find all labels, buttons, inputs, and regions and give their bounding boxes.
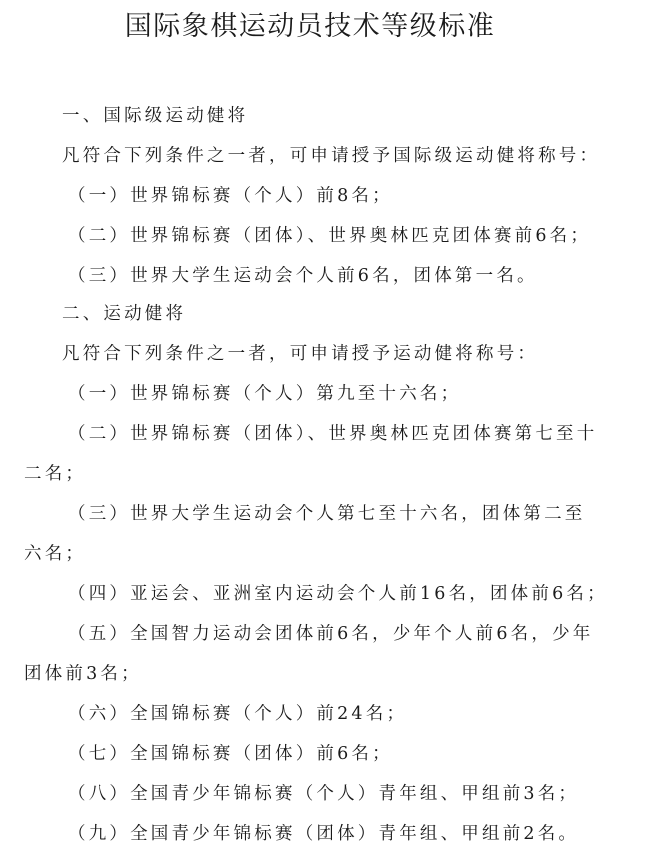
document-title: 国际象棋运动员技术等级标准 (124, 11, 496, 42)
section-intro: 凡符合下列条件之一者，可申请授予运动健将称号： (62, 344, 539, 364)
list-item-continuation: 二名； (24, 464, 87, 484)
list-item: （六）全国锦标赛（个人）前24名； (68, 704, 408, 724)
list-item-continuation: 团体前3名； (24, 664, 142, 684)
section-heading-international-master: 一、国际级运动健将 (62, 106, 249, 126)
list-item-continuation: 六名； (24, 544, 87, 564)
list-item: （二）世界锦标赛（团体）、世界奥林匹克团体赛前6名； (68, 226, 592, 246)
list-item: （二）世界锦标赛（团体）、世界奥林匹克团体赛第七至十 (68, 424, 598, 444)
list-item: （五）全国智力运动会团体前6名，少年个人前6名，少年 (68, 624, 594, 644)
list-item: （九）全国青少年锦标赛（团体）青年组、甲组前2名。 (68, 824, 580, 844)
list-item: （八）全国青少年锦标赛（个人）青年组、甲组前3名； (68, 784, 580, 804)
list-item: （三）世界大学生运动会个人前6名，团体第一名。 (68, 266, 538, 286)
list-item: （三）世界大学生运动会个人第七至十六名，团体第二至 (68, 504, 586, 524)
list-item: （七）全国锦标赛（团体）前6名； (68, 744, 393, 764)
list-item: （一）世界锦标赛（个人）第九至十六名； (68, 384, 462, 404)
section-intro: 凡符合下列条件之一者，可申请授予国际级运动健将称号： (62, 146, 601, 166)
list-item: （四）亚运会、亚洲室内运动会个人前16名，团体前6名； (68, 584, 608, 604)
section-heading-master: 二、运动健将 (62, 304, 187, 324)
list-item: （一）世界锦标赛（个人）前8名； (68, 186, 393, 206)
